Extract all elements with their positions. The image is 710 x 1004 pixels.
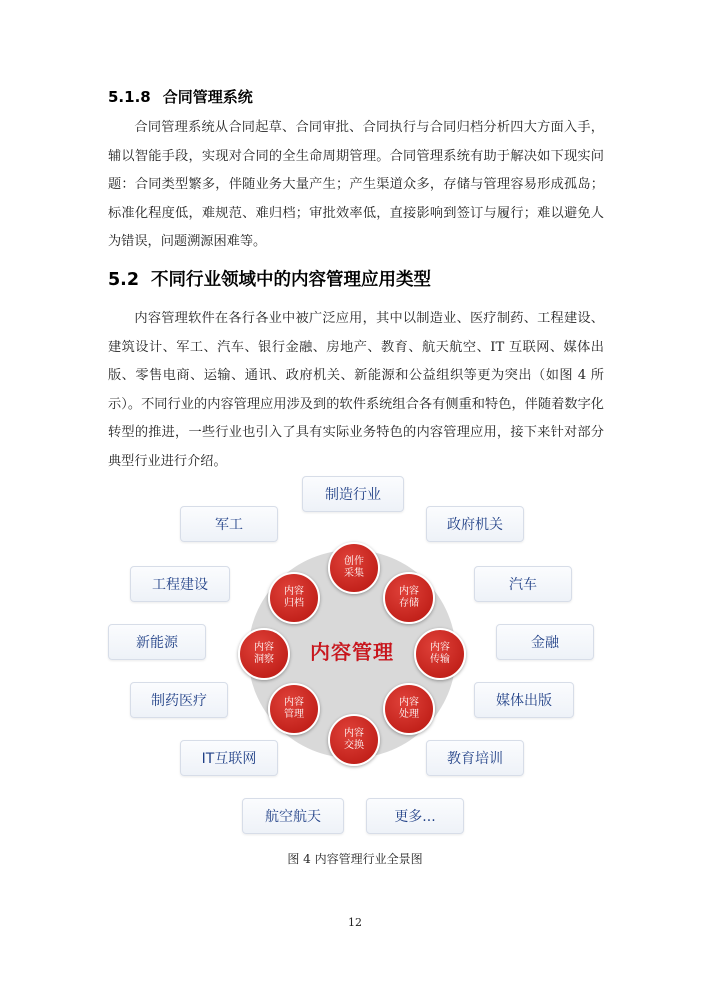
section-title: 合同管理系统	[162, 88, 253, 106]
industry-box: 教育培训	[426, 740, 524, 776]
stage-circle: 内容 洞察	[238, 628, 290, 680]
stage-circle: 内容 传输	[414, 628, 466, 680]
section-number: 5.1.8	[108, 88, 151, 106]
section-title: 不同行业领域中的内容管理应用类型	[151, 270, 432, 290]
stage-circle: 内容 存储	[383, 572, 435, 624]
section-heading-5-1-8	[108, 86, 253, 107]
section-number: 5.2	[108, 270, 140, 290]
industry-panorama-diagram	[100, 470, 610, 840]
industry-box: 工程建设	[130, 566, 230, 602]
industry-box: 航空航天	[242, 798, 344, 834]
contract-management-paragraph: 合同管理系统从合同起草、合同审批、合同执行与合同归档分析四大方面入手，辅以智能手段，实现对合同的全生命周期管理。合同管理系统有助于解决如下现实问题：合同类型繁多，伴随业务大量产生；产生渠道众多，存储与管理容易形成孤岛；标准化程度低，难规范、难归档；审批效率低，直接影响到签订与履行；难以避免人为错误，问题溯源困难等。	[108, 120, 604, 250]
center-title: 内容管理	[310, 640, 394, 664]
industry-applications-paragraph: 内容管理软件在各行各业中被广泛应用，其中以制造业、医疗制药、工程建设、建筑设计、军工、汽车、银行金融、房地产、教育、航天航空、IT 互联网、媒体出版、零售电商、运输、通讯、政府机关、新能源和公益组织等更为突出（如图 4 所示）。不同行业的内容管理应用涉及到的软件系统组合各有侧重和特色，伴随着数字化转型的推进，一些行业也引入了具有实际业务特色的内容管理应用，接下来针对部分典型行业进行介绍。	[108, 311, 604, 469]
stage-circle: 创作 采集	[328, 542, 380, 594]
industry-box: 制造行业	[302, 476, 404, 512]
section-heading-5-2	[108, 266, 431, 291]
page-number: 12	[348, 916, 362, 929]
industry-box: 媒体出版	[474, 682, 574, 718]
industry-box: 汽车	[474, 566, 572, 602]
industry-box: 制药医疗	[130, 682, 228, 718]
stage-circle: 内容 归档	[268, 572, 320, 624]
industry-box: 金融	[496, 624, 594, 660]
industry-box: 军工	[180, 506, 278, 542]
industry-box: 新能源	[108, 624, 206, 660]
stage-circle: 内容 管理	[268, 683, 320, 735]
stage-circle: 内容 处理	[383, 683, 435, 735]
figure-caption: 图 4 内容管理行业全景图	[287, 852, 423, 866]
industry-box: IT互联网	[180, 740, 278, 776]
stage-circle: 内容 交换	[328, 714, 380, 766]
industry-box: 政府机关	[426, 506, 524, 542]
industry-box: 更多...	[366, 798, 464, 834]
